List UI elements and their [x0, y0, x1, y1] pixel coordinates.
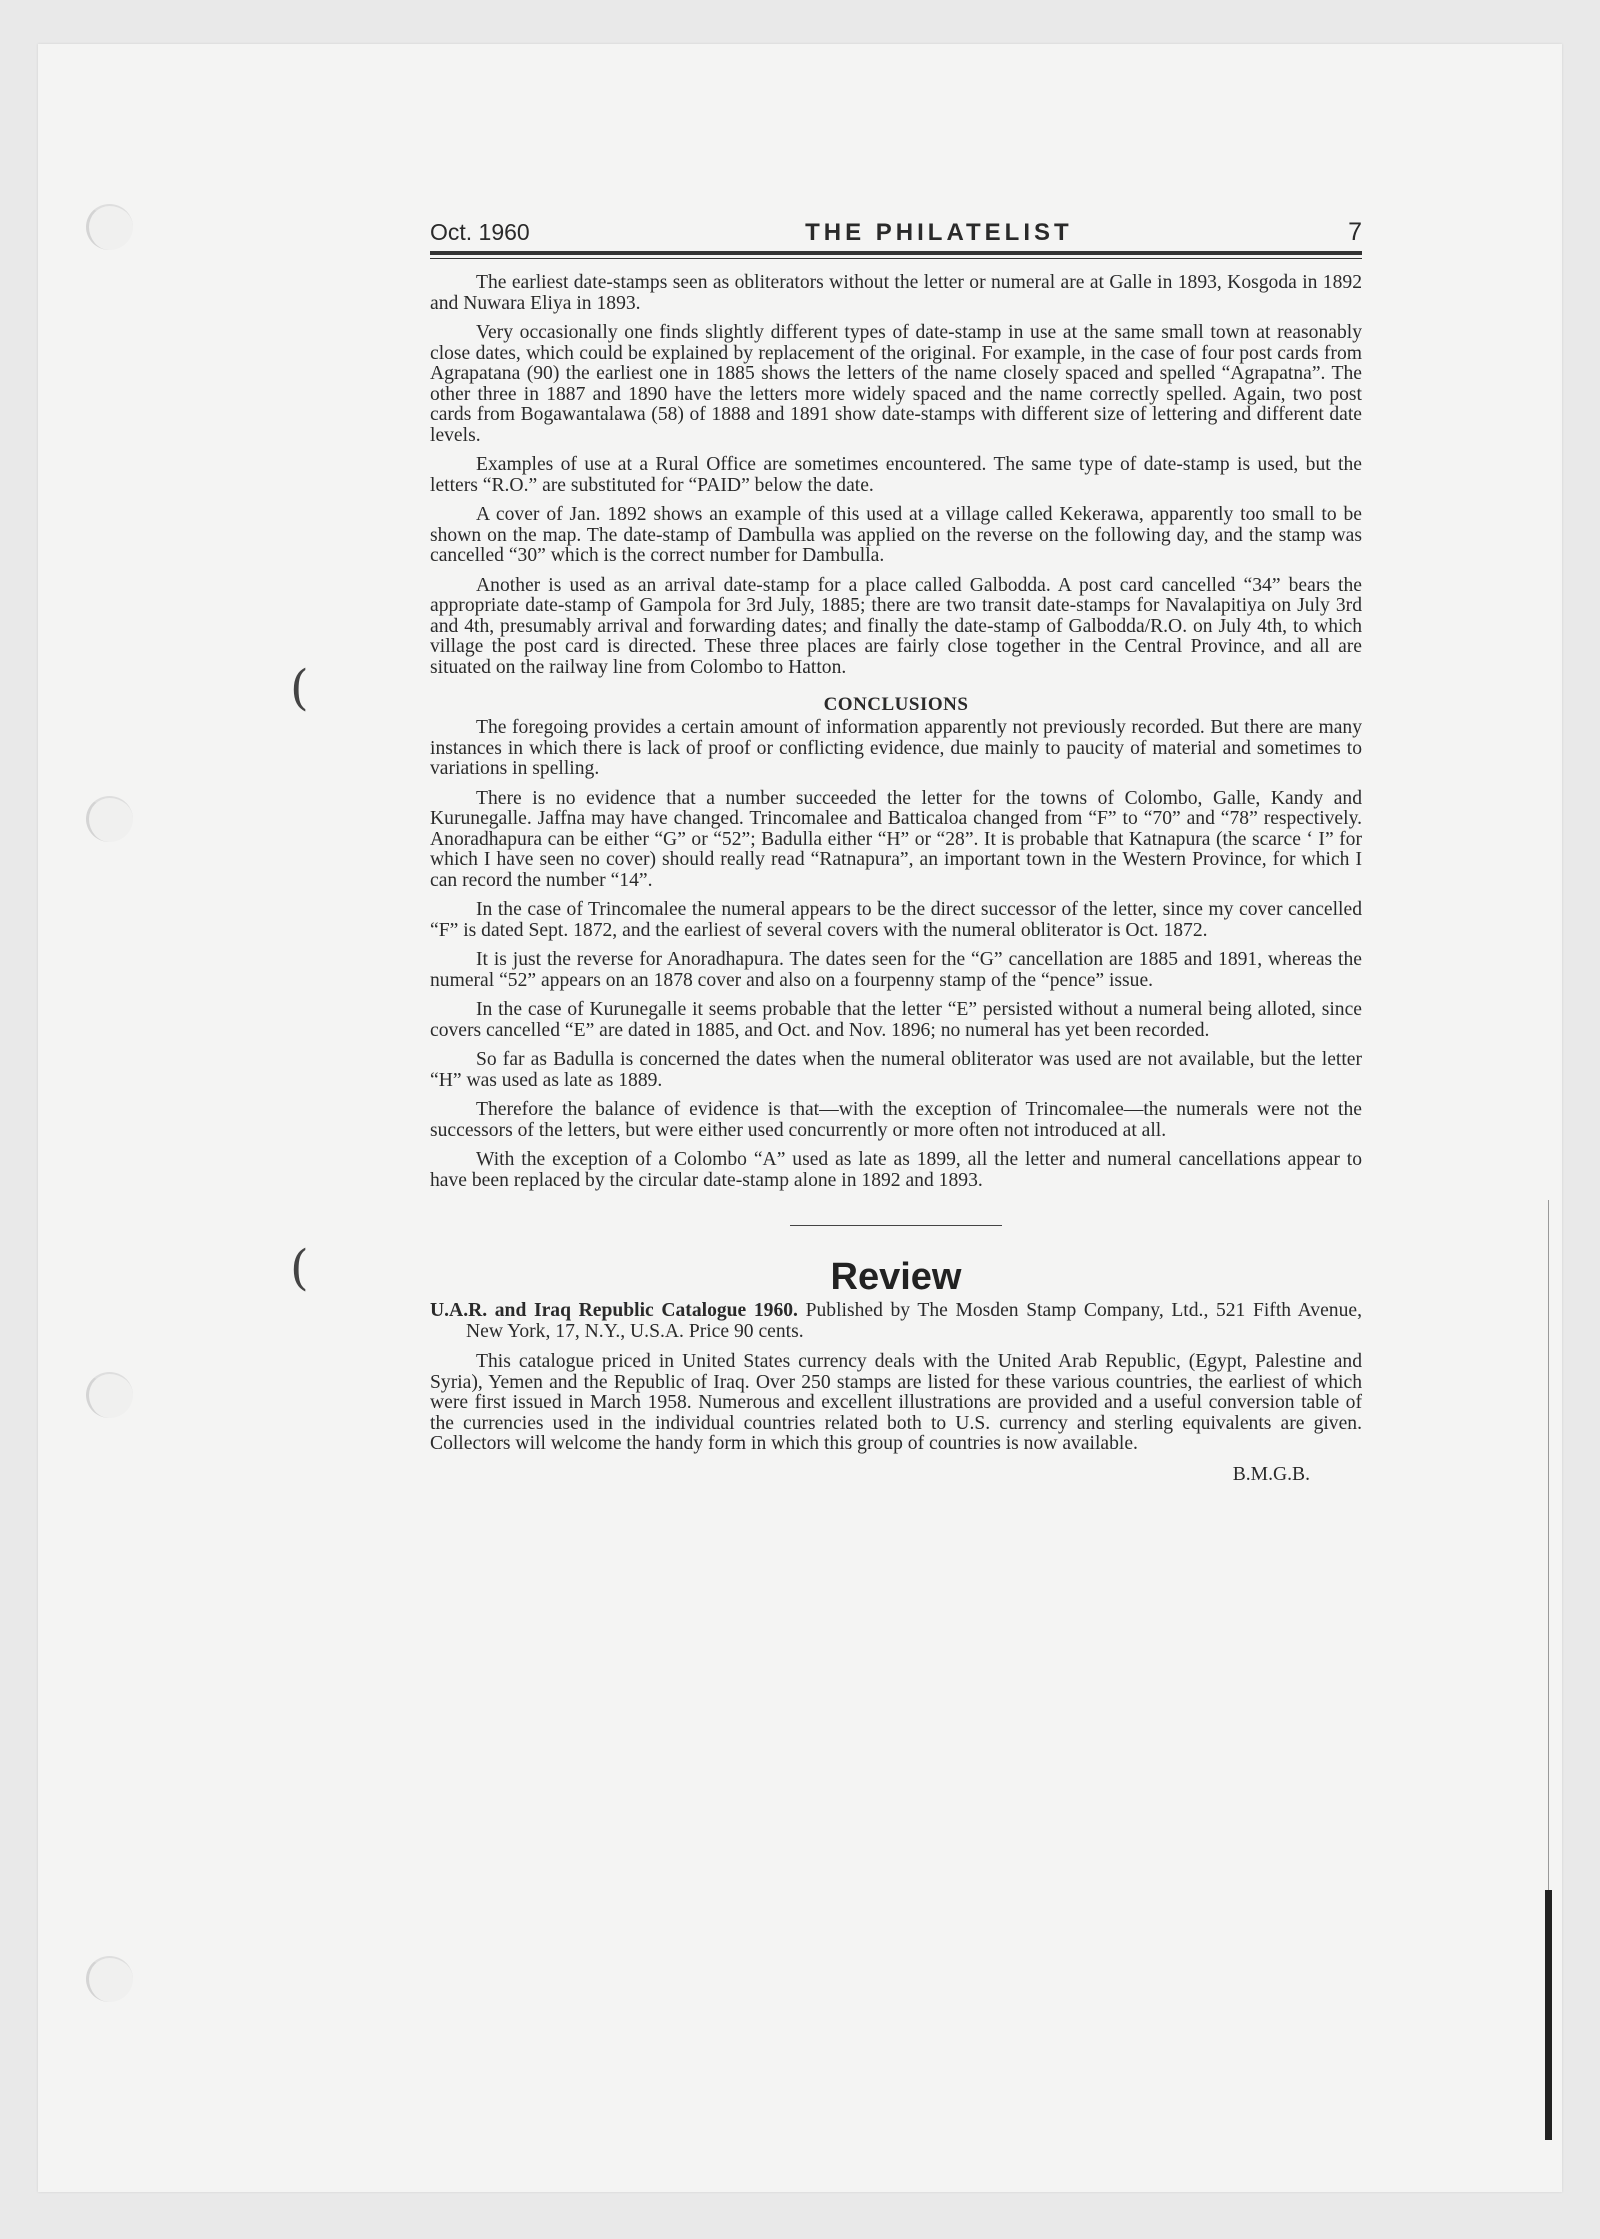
header-rule — [430, 258, 1362, 259]
review-body: This catalogue priced in United States currency deals with the United Arab Republic, (Egypt, Palestine and Syria), Yemen and the Republic of Iraq. Over 250 stamps are listed for these various countries, the earliest of which were first issued in March 1958. Numerous and excellent illustrations are provided and a useful conversion table of the currencies used in the individual countries related both to U.S. currency and sterling equivalents are given. Collectors will welcome the handy form in which this group of countries is now available. — [430, 1351, 1362, 1454]
punch-hole — [86, 1372, 133, 1418]
conclusion-paragraph: It is just the reverse for Anoradhapura. The dates seen for the “G” cancellation are 1885 and 1891, whereas the numeral “52” appears on an 1878 cover and also on a fourpenny stamp of the “pence” issue. — [430, 949, 1362, 991]
conclusion-paragraph: In the case of Kurunegalle it seems probable that the letter “E” persisted without a numeral being alloted, since covers cancelled “E” are dated in 1885, and Oct. and Nov. 1896; no numeral has yet been recorded. — [430, 999, 1362, 1041]
margin-bracket-mark: ( — [290, 660, 309, 716]
review-title: Review — [830, 1256, 962, 1298]
punch-hole — [86, 796, 133, 842]
margin-bracket-mark: ( — [290, 1240, 309, 1296]
section-separator — [790, 1225, 1002, 1226]
conclusions-heading: CONCLUSIONS — [823, 694, 969, 715]
article-paragraph: Examples of use at a Rural Office are sometimes encountered. The same type of date-stamp is used, but the letters “R.O.” are substituted for “PAID” below the date. — [430, 454, 1362, 496]
conclusion-paragraph: With the exception of a Colombo “A” used as late as 1899, all the letter and numeral cancellations appear to have been replaced by the circular date-stamp alone in 1892 and 1893. — [430, 1149, 1362, 1191]
article-paragraph: Another is used as an arrival date-stamp for a place called Galbodda. A post card cancelled “34” bears the appropriate date-stamp of Gampola for 3rd July, 1885; there are two transit date-stamps for Navalapitiya on July 3rd and 4th, presumably arrival and forwarding dates; and finally the date-stamp of Galbodda/R.O. on July 4th, to which village the post card is directed. These three places are fairly close together in the Central Province, and all are situated on the railway line from Colombo to Hatton. — [430, 574, 1362, 678]
punch-hole — [86, 204, 133, 250]
conclusion-paragraph: In the case of Trincomalee the numeral appears to be the direct successor of the letter, since my cover cancelled “F” is dated Sept. 1872, and the earliest of several covers with the numeral obliterator is Oct. 1872. — [430, 899, 1362, 941]
header-rule — [430, 251, 1362, 255]
book-title: U.A.R. and Iraq Republic Catalogue 1960. — [430, 1300, 798, 1321]
article-paragraph: The earliest date-stamps seen as obliterators without the letter or numeral are at Galle in 1893, Kosgoda in 1892 and Nuwara Eliya in 1893. — [430, 272, 1362, 314]
binder-edge-bar — [1545, 1890, 1552, 2140]
conclusion-paragraph: There is no evidence that a number succeeded the letter for the towns of Colombo, Galle, Kandy and Kurunegalle. Jaffna may have changed. Trincomalee and Batticaloa changed from “F” to “70” and “78” respectively. Anoradhapura can be either “G” or “52”; Badulla either “H” or “28”. It is probable that Katnapura (the scarce ‘ I” for which I have seen no cover) should really read “Ratnapura”, an important town in the Western Province, for which I can record the number “14”. — [430, 787, 1362, 891]
conclusion-paragraph: Therefore the balance of evidence is that—with the exception of Trincomalee—the numerals were not the successors of the letters, but were either used concurrently or more often not introduced at all. — [430, 1099, 1362, 1141]
issue-date: Oct. 1960 — [430, 219, 530, 245]
reviewer-initials: B.M.G.B. — [1232, 1463, 1310, 1485]
conclusion-paragraph: So far as Badulla is concerned the dates when the numeral obliterator was used are not available, but the letter “H” was used as late as 1889. — [430, 1049, 1362, 1091]
article-paragraph: Very occasionally one finds slightly different types of date-stamp in use at the same small town at reasonably close dates, which could be explained by replacement of the original. For example, in the case of four post cards from Agrapatana (90) the earliest one in 1885 shows the letters of the name closely spaced and spelled “Agrapatna”. The other three in 1887 and 1890 have the letters more widely spaced and the name correctly spelled. Again, two post cards from Bogawantalawa (58) of 1888 and 1891 show date-stamps with different size of lettering and different date levels. — [430, 322, 1362, 446]
page-number: 7 — [1348, 218, 1362, 246]
punch-hole — [86, 1956, 133, 2002]
page-column — [430, 218, 1362, 1486]
review-citation — [430, 1301, 1362, 1342]
conclusion-paragraph: The foregoing provides a certain amount of information apparently not previously recorded. But there are many instances in which there is lack of proof or conflicting evidence, due mainly to paucity of material and sometimes to variations in spelling. — [430, 717, 1362, 779]
publisher-info: Published by The Mosden Stamp Company, Ltd., 521 Fifth Avenue, New York, 17, N.Y., U.S.A. Price 90 cents. — [466, 1300, 1362, 1342]
article-paragraph: A cover of Jan. 1892 shows an example of this used at a village called Kekerawa, apparently too small to be shown on the map. The date-stamp of Dambulla was applied on the reverse on the following day, and the stamp was cancelled “30” which is the correct number for Dambulla. — [430, 504, 1362, 566]
running-head — [430, 218, 1362, 247]
binder-edge-line — [1548, 1200, 1549, 1890]
journal-title: THE PHILATELIST — [805, 219, 1073, 246]
